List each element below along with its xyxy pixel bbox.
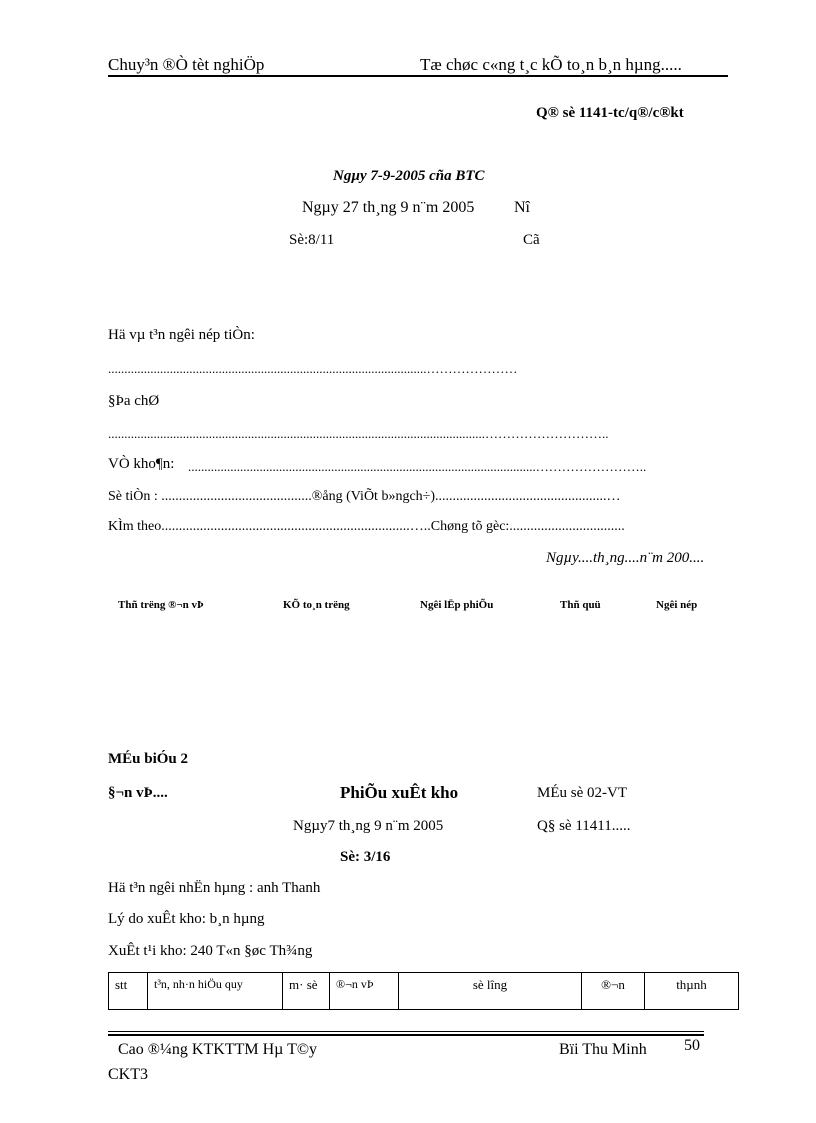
col-code: m· sè — [283, 973, 330, 1010]
debit-label: Nî — [514, 199, 530, 216]
col-name: t³n, nh·n hiÖu quy — [148, 973, 283, 1010]
receipt-number: Sè:8/11 — [289, 232, 335, 248]
header-right: Tæ chøc c«ng t¸c kÕ to¸n b¸n hµng..... — [420, 55, 682, 74]
attached-line: KÌm theo.......................................................................…..Chøng tõ gèc:................................. — [108, 519, 625, 534]
signature-preparer: Ngêi lËp phiÕu — [420, 599, 494, 611]
col-unit: ®¬n vÞ — [330, 973, 399, 1010]
table-header-row — [109, 973, 739, 1010]
date-placeholder: Ngµy....th¸ng....n¨m 200.... — [546, 550, 705, 566]
goods-table — [108, 972, 739, 1010]
warehouse-line: XuÊt t¹i kho: 240 T«n §øc Th¾ng — [108, 943, 313, 959]
address-dots: ....................................................................................................................……………………….. — [108, 426, 609, 441]
issue-number: Sè: 3/16 — [340, 849, 391, 865]
page-number: 50 — [684, 1037, 700, 1054]
form-title: PhiÕu xuÊt kho — [340, 783, 459, 802]
form-number: MÉu sè 02-VT — [537, 785, 627, 801]
footer-rule-bottom — [108, 1034, 704, 1036]
footer-rule-top — [108, 1031, 704, 1032]
payer-name-label: Hä vµ t³n ngêi nép tiÒn: — [108, 327, 255, 343]
decision-date: Ngµy 7-9-2005 cña BTC — [333, 168, 485, 184]
footer-school: Cao ®¼ng KTKTTM Hµ T©y — [118, 1041, 317, 1058]
template-label: MÉu biÓu 2 — [108, 751, 189, 767]
col-amount: thµnh — [645, 973, 739, 1010]
col-stt: stt — [109, 973, 148, 1010]
payer-name-dots: ..................................................................................................………………… — [108, 361, 518, 376]
address-label: §Þa chØ — [108, 393, 160, 409]
header-left: Chuy³n ®Ò tèt nghiÖp — [108, 55, 265, 74]
reason-dots: ...........................................................................................................…………………….. — [188, 459, 647, 474]
col-price: ®¬n — [582, 973, 645, 1010]
col-quantity: sè lîng — [399, 973, 582, 1010]
decision-ref: Q® sè 1141-tc/q®/c®kt — [536, 105, 684, 121]
amount-line: Sè tiÒn : ...........................................®ång (ViÕt b»ngch÷).................................................… — [108, 489, 621, 504]
form-decision: Q§ sè 11411..... — [537, 818, 631, 834]
receipt-date: Ngµy 27 th¸ng 9 n¨m 2005 — [302, 199, 475, 216]
signature-payer: Ngêi nép — [656, 599, 698, 611]
footer-class: CKT3 — [108, 1066, 148, 1083]
unit-label: §¬n vÞ.... — [108, 785, 168, 801]
receiver-line: Hä t³n ngêi nhËn hµng : anh Thanh — [108, 880, 321, 896]
issue-date: Ngµy7 th¸ng 9 n¨m 2005 — [293, 818, 444, 834]
signature-chief-accountant: KÕ to¸n trëng — [283, 599, 350, 611]
footer-author: Bïi Thu Minh — [559, 1041, 647, 1058]
reason-label: VÒ kho¶n: — [108, 456, 175, 472]
signature-director: Thñ trëng ®¬n vÞ — [118, 599, 204, 611]
header-rule — [108, 75, 728, 77]
signature-cashier: Thñ quü — [560, 599, 601, 611]
reason-line: Lý do xuÊt kho: b¸n hµng — [108, 911, 265, 927]
credit-label: Cã — [523, 232, 540, 248]
